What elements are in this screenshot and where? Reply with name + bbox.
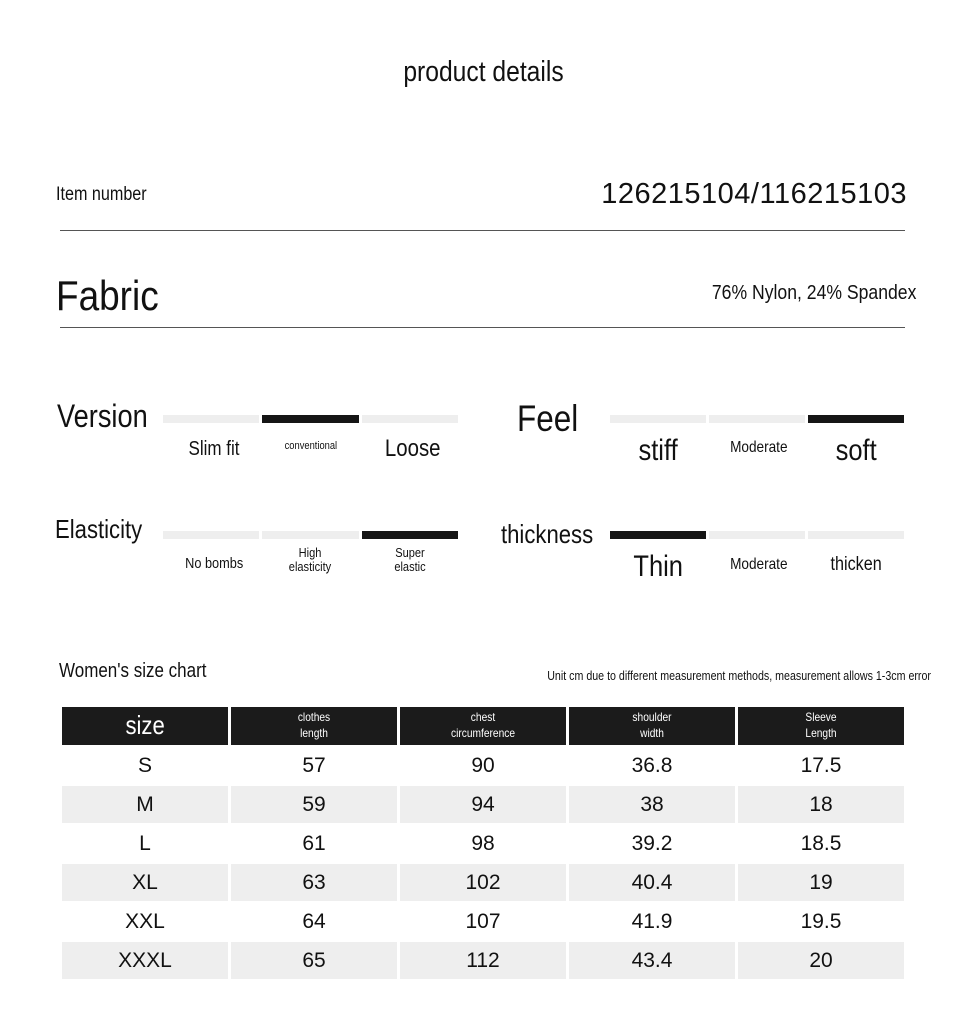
thickness-label: thickness bbox=[501, 519, 594, 549]
table-row bbox=[62, 942, 904, 979]
table-cell: 107 bbox=[465, 909, 501, 933]
table-cell: 39.2 bbox=[631, 831, 673, 855]
table-cell: 36.8 bbox=[631, 753, 673, 777]
scale-option: thicken bbox=[830, 554, 882, 575]
table-cell: 18.5 bbox=[800, 831, 842, 855]
feel-label: Feel bbox=[517, 398, 579, 439]
table-header-row bbox=[62, 707, 904, 745]
scale-segment bbox=[362, 415, 458, 423]
fabric-label: Fabric bbox=[56, 272, 159, 319]
version-label: Version bbox=[57, 398, 148, 434]
table-cell: 59 bbox=[231, 786, 397, 823]
divider bbox=[60, 327, 905, 328]
table-cell: XL bbox=[62, 864, 228, 901]
elasticity-label: Elasticity bbox=[55, 514, 143, 544]
scale-segment bbox=[163, 415, 259, 423]
item-number-value: 126215104/116215103 bbox=[601, 178, 907, 210]
scale-option: No bombs bbox=[184, 555, 244, 572]
table-cell: 102 bbox=[400, 864, 566, 901]
table-cell: 20 bbox=[738, 942, 904, 979]
table-cell: 57 bbox=[302, 753, 326, 777]
scale-option: stiff bbox=[638, 434, 678, 467]
table-cell: 41.9 bbox=[631, 909, 673, 933]
table-cell: 94 bbox=[400, 786, 566, 823]
table-cell: 17.5 bbox=[800, 753, 842, 777]
table-cell: 19.5 bbox=[800, 909, 842, 933]
table-cell: 43.4 bbox=[569, 942, 735, 979]
scale-option: Slim fit bbox=[188, 438, 240, 460]
table-cell: 98 bbox=[471, 831, 495, 855]
scale-segment bbox=[163, 531, 259, 539]
divider bbox=[60, 230, 905, 231]
table-row bbox=[62, 864, 904, 901]
column-header-shoulder-width: shoulder width bbox=[569, 707, 735, 745]
scale-option: Thin bbox=[633, 550, 683, 583]
column-header-chest: chest circumference bbox=[400, 707, 566, 745]
table-cell: S bbox=[137, 753, 152, 777]
table-cell: XXXL bbox=[62, 942, 228, 979]
scale-option: Moderate bbox=[729, 556, 788, 573]
size-chart-note: Unit cm due to different measurement methods, measurement allows 1-3cm error bbox=[547, 668, 931, 683]
scale-option: soft bbox=[835, 434, 877, 467]
table-cell: 19 bbox=[738, 864, 904, 901]
scale-segment bbox=[709, 531, 805, 539]
table-cell: 40.4 bbox=[569, 864, 735, 901]
scale-segment bbox=[610, 531, 706, 539]
fabric-value: 76% Nylon, 24% Spandex bbox=[711, 282, 916, 304]
table-row bbox=[62, 825, 904, 862]
scale-segment bbox=[262, 531, 359, 539]
scale-option: Loose bbox=[385, 435, 441, 462]
scale-segment bbox=[362, 531, 458, 539]
column-header-clothes-length: clothes length bbox=[231, 707, 397, 745]
table-cell: 38 bbox=[569, 786, 735, 823]
scale-option: High elasticity bbox=[288, 545, 332, 575]
size-table bbox=[59, 705, 907, 981]
table-row bbox=[62, 903, 904, 940]
scale-segment bbox=[262, 415, 359, 423]
table-cell: 65 bbox=[231, 942, 397, 979]
table-cell: L bbox=[139, 831, 151, 855]
scale-segment bbox=[709, 415, 805, 423]
scale-segment bbox=[808, 415, 904, 423]
scale-option: Moderate bbox=[729, 439, 788, 456]
table-cell: 112 bbox=[400, 942, 566, 979]
table-cell: M bbox=[62, 786, 228, 823]
scale-segment bbox=[808, 531, 904, 539]
table-row bbox=[62, 747, 904, 784]
table-cell: XXL bbox=[125, 909, 165, 933]
scale-option: Super elastic bbox=[394, 545, 426, 575]
column-header-sleeve-length: Sleeve Length bbox=[738, 707, 904, 745]
table-row bbox=[62, 786, 904, 823]
table-cell: 61 bbox=[302, 831, 326, 855]
page-title: product details bbox=[403, 56, 564, 88]
table-cell: 90 bbox=[471, 753, 495, 777]
column-header-size: size bbox=[62, 707, 228, 745]
item-number-label: Item number bbox=[56, 184, 147, 205]
table-cell: 64 bbox=[302, 909, 326, 933]
table-cell: 63 bbox=[231, 864, 397, 901]
table-cell: 18 bbox=[738, 786, 904, 823]
scale-segment bbox=[610, 415, 706, 423]
scale-option: conventional bbox=[284, 440, 337, 452]
size-chart-title: Women's size chart bbox=[59, 660, 207, 682]
